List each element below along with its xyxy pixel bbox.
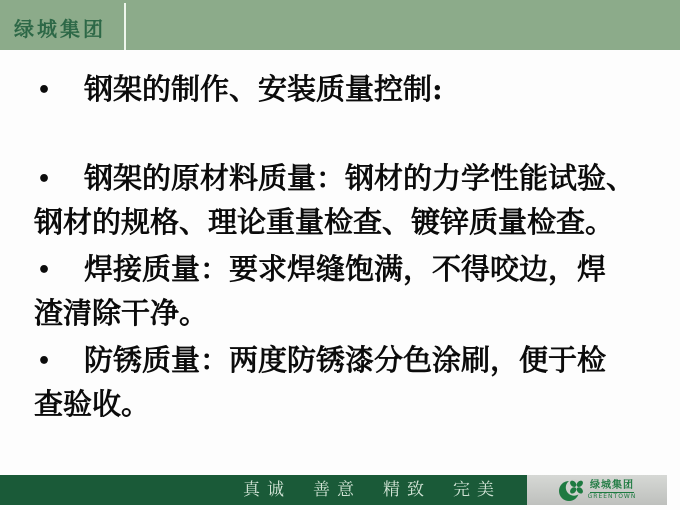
bullet-text: 查验收。 (34, 387, 151, 421)
bullet-marker: • (37, 167, 52, 192)
bullet-text: 钢架的原材料质量：钢材的力学性能试验、 (84, 161, 636, 195)
header-divider (124, 3, 126, 50)
header-bar (0, 0, 680, 50)
slide-body (0, 50, 680, 430)
bullet-text: 钢材的规格、理论重量检查、镀锌质量检查。 (34, 205, 615, 239)
bullet-line (34, 157, 666, 201)
bullet-text: 渣清除干净。 (34, 296, 209, 330)
bullet-line-continuation (34, 383, 666, 425)
bullet-marker: • (37, 78, 52, 103)
motto-word: 真诚 (243, 480, 291, 500)
logo-text (588, 480, 637, 501)
bullet-paragraph (34, 68, 666, 112)
bullet-paragraph (34, 339, 666, 425)
motto-word: 完美 (453, 480, 501, 500)
bullet-text: 焊接质量：要求焊缝饱满，不得咬边，焊 (84, 252, 607, 286)
bullet-paragraph (34, 157, 666, 243)
bullet-line-continuation (34, 201, 666, 243)
motto-word: 精致 (383, 480, 431, 500)
company-name: 绿城集团 (14, 17, 106, 41)
bullet-line-continuation (34, 292, 666, 334)
footer-bar (0, 475, 527, 505)
bullet-marker: • (37, 349, 52, 374)
bullet-line (34, 339, 666, 383)
bullet-text: 钢架的制作、安装质量控制: (84, 72, 443, 106)
bullet-line (34, 248, 666, 292)
logo-strip (527, 475, 667, 505)
bullet-marker: • (37, 258, 52, 283)
greentown-logo-icon (558, 478, 584, 502)
motto-word: 善意 (313, 480, 361, 500)
bullet-text: 防锈质量：两度防锈漆分色涂刷，便于检 (84, 343, 607, 377)
logo-company-name: 绿城集团 (589, 479, 634, 491)
bullet-paragraph (34, 248, 666, 334)
bullet-line (34, 68, 666, 112)
logo-english-name: GREENTOWN (587, 492, 637, 500)
